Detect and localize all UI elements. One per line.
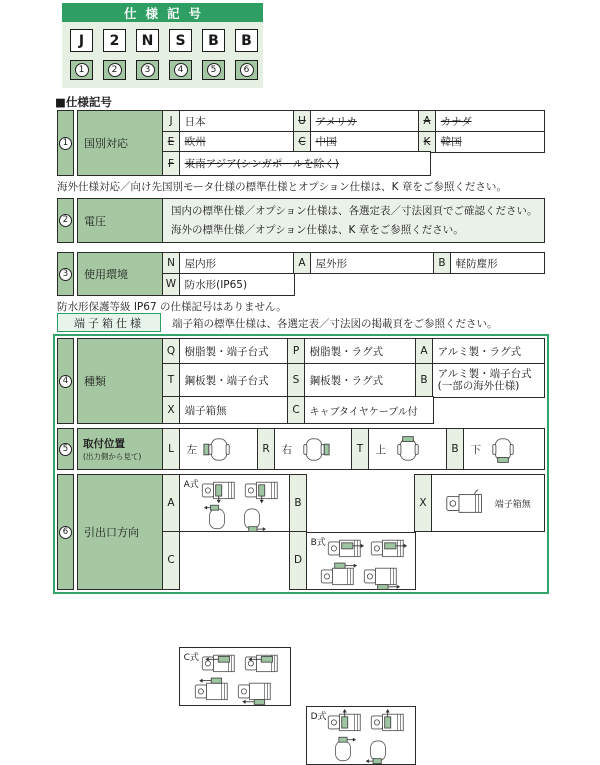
outlet-style-a-cell: A式	[179, 474, 291, 532]
motor-side-right-icon	[327, 534, 365, 562]
motor-side-left-icon	[244, 649, 282, 677]
outlet-row-number: 6	[57, 474, 74, 590]
outlet-code-b: B	[289, 474, 307, 532]
motor-side-down-icon	[201, 476, 239, 504]
motor-side-left-top-icon	[194, 677, 232, 705]
kind-code-b: B	[415, 363, 433, 398]
motor-side-right-icon	[370, 534, 408, 562]
kind-code-x: X	[162, 396, 180, 424]
outlet-code-a: A	[162, 474, 180, 532]
kind-code-a: A	[415, 338, 433, 364]
kind-option-t: 鋼板製・端子台式	[179, 363, 289, 398]
outlet-code-c: C	[162, 531, 180, 590]
country-table	[57, 110, 545, 176]
environment-row-label: 使用環境	[77, 252, 163, 296]
spec-code-title: 仕様記号	[123, 5, 210, 21]
kind-option-x: 端子箱無	[179, 396, 289, 424]
spec-code-panel	[62, 22, 263, 88]
kind-option-b: アルミ製・端子台式 (一部の海外仕様)	[432, 363, 545, 398]
code-number-3: 3	[136, 60, 159, 80]
kind-code-t: T	[162, 363, 180, 398]
motor-side-down-icon	[244, 476, 282, 504]
motor-side-left-bottom-icon	[237, 677, 275, 705]
mount-row-number: 5	[57, 428, 74, 470]
environment-option-indoor: 屋内形	[179, 252, 295, 274]
outlet-row-label: 引出口方向	[77, 474, 163, 590]
country-row-number: 1	[57, 110, 74, 176]
country-code-a: A	[418, 110, 436, 132]
code-letter-3: N	[136, 29, 159, 52]
motor-side-right-bottom-icon	[363, 562, 401, 590]
code-letter-4: S	[169, 29, 192, 52]
motor-face-bottom-icon	[487, 436, 519, 463]
code-number-4: 4	[169, 60, 192, 80]
outlet-style-b-cell: B式	[306, 532, 416, 590]
voltage-note-domestic: 国内の標準仕様／オプション仕様は、各選定表／寸法図頁でご確認ください。	[171, 205, 538, 218]
mount-code-r: R	[257, 428, 275, 470]
country-code-c: C	[293, 131, 311, 153]
environment-table	[57, 252, 545, 296]
country-option-sea: 東南アジア(シンガポールを除く)	[179, 151, 431, 176]
motor-end-right-top-icon	[328, 736, 358, 764]
voltage-row-label: 電圧	[77, 198, 163, 243]
section-title: ■仕様記号	[55, 95, 112, 109]
code-letter-1: J	[70, 29, 93, 52]
environment-option-waterproof: 防水形(IP65)	[179, 273, 295, 296]
outlet-code-x: X	[414, 474, 432, 532]
country-option-japan: 日本	[179, 110, 295, 132]
code-number-2: 2	[103, 60, 126, 80]
code-number-5: 5	[202, 60, 225, 80]
mount-code-t: T	[351, 428, 369, 470]
code-number-6: 6	[235, 60, 258, 80]
motor-plain-icon	[445, 488, 487, 518]
country-code-j: J	[162, 110, 180, 132]
kind-row-label: 種類	[77, 338, 163, 424]
outlet-no-terminal-cell: 端子箱無	[431, 474, 545, 532]
terminal-box-section-label: 端子箱仕様	[57, 313, 161, 332]
country-code-k: K	[418, 131, 436, 153]
mount-option-bottom: 下	[463, 428, 545, 470]
country-option-america: アメリカ	[310, 110, 420, 132]
outlet-code-d: D	[289, 531, 307, 590]
motor-side-up-icon	[327, 708, 365, 736]
environment-row-number: 3	[57, 252, 74, 296]
environment-option-outdoor: 屋外形	[310, 252, 435, 274]
terminal-box-note: 端子箱の標準仕様は、各選定表／寸法図の掲載頁をご参照ください。	[172, 318, 498, 330]
environment-code-b: B	[433, 252, 451, 274]
kind-code-q: Q	[162, 338, 180, 364]
motor-face-left-icon	[203, 436, 235, 463]
country-option-canada: カナダ	[435, 110, 545, 132]
country-row-label: 国別対応	[77, 110, 163, 176]
voltage-note-overseas: 海外の標準仕様／オプション仕様は、K 章をご参照ください。	[171, 223, 464, 236]
environment-code-a: A	[293, 252, 311, 274]
country-option-europe: 欧州	[179, 131, 295, 153]
code-number-1: 1	[70, 60, 93, 80]
motor-side-left-icon	[201, 649, 239, 677]
kind-table	[57, 338, 545, 424]
motor-end-left-top-icon	[202, 504, 232, 532]
country-code-e: E	[162, 131, 180, 153]
outlet-style-c-cell: C式	[179, 647, 291, 706]
voltage-content	[162, 198, 545, 243]
motor-side-right-top-icon	[320, 562, 358, 590]
mount-code-l: L	[162, 428, 180, 470]
motor-face-top-icon	[392, 436, 424, 463]
kind-option-q: 樹脂製・端子台式	[179, 338, 289, 364]
spec-code-header-bar	[62, 3, 263, 22]
kind-option-a: アルミ製・ラグ式	[432, 338, 545, 364]
country-option-china: 中国	[310, 131, 420, 153]
kind-code-s: S	[287, 363, 305, 398]
code-letter-5: B	[202, 29, 225, 52]
environment-note: 防水形保護等級 IP67 の仕様記号はありません。	[57, 301, 287, 313]
voltage-row-number: 2	[57, 198, 74, 243]
code-letter-2: 2	[103, 29, 126, 52]
code-letter-6: B	[235, 29, 258, 52]
environment-code-w: W	[162, 273, 180, 296]
outlet-style-d-cell: D式	[306, 706, 416, 765]
motor-side-up-icon	[370, 708, 408, 736]
country-code-f: F	[162, 151, 180, 176]
kind-option-s: 鋼板製・ラグ式	[304, 363, 417, 398]
environment-option-dustproof: 軽防塵形	[450, 252, 545, 274]
country-option-korea: 韓国	[435, 131, 545, 153]
country-note: 海外仕様対応／向け先国別モータ仕様の標準仕様とオプション仕様は、K 章をご参照ください。	[57, 181, 507, 193]
motor-end-left-bottom-icon	[363, 736, 393, 764]
kind-row-number: 4	[57, 338, 74, 424]
mount-table	[57, 428, 545, 470]
mount-option-right: 右	[274, 428, 353, 470]
mount-option-top: 上	[368, 428, 448, 470]
environment-code-n: N	[162, 252, 180, 274]
kind-option-p: 樹脂製・ラグ式	[304, 338, 417, 364]
kind-code-c: C	[287, 396, 305, 424]
mount-option-left: 左	[179, 428, 259, 470]
kind-code-p: P	[287, 338, 305, 364]
motor-face-right-icon	[298, 436, 330, 463]
mount-row-label: 取付位置 (出力側から見て)	[77, 428, 163, 470]
mount-code-b: B	[446, 428, 464, 470]
country-code-u: U	[293, 110, 311, 132]
voltage-table	[57, 198, 545, 243]
motor-end-right-bottom-icon	[237, 504, 267, 532]
outlet-table	[57, 474, 545, 722]
kind-option-c: キャブタイヤケーブル付	[304, 396, 434, 424]
